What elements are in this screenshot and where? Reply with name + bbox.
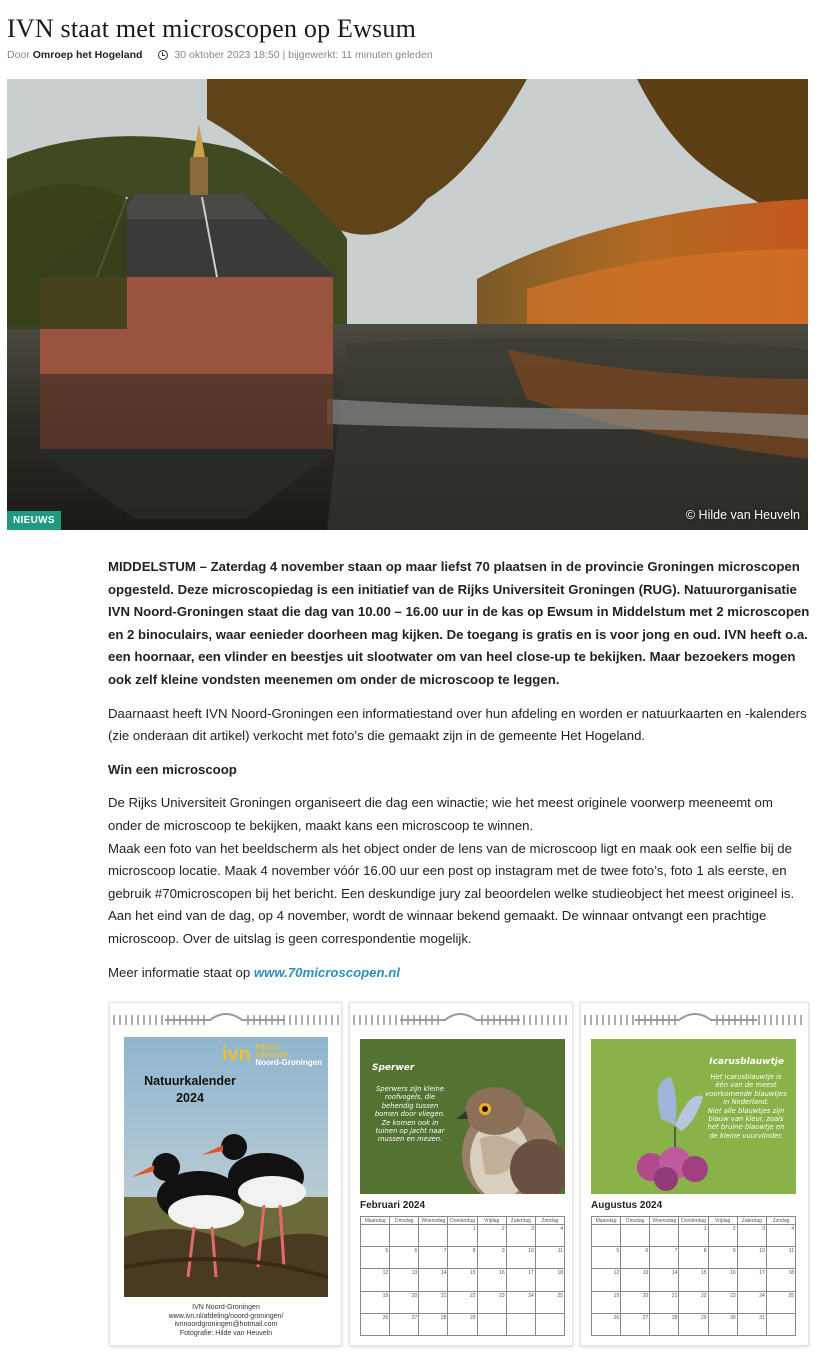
day-cell: 11 — [766, 1247, 795, 1269]
cover-footer-line: ivnnoordgroningen@hotmail.com — [174, 1321, 278, 1328]
day-cell: 7 — [650, 1247, 679, 1269]
calendar-february-page — [349, 1002, 573, 1346]
day-cell: 24 — [506, 1291, 535, 1313]
oystercatcher-photo — [124, 1037, 328, 1297]
day-cell — [621, 1225, 650, 1247]
day-cell: 18 — [766, 1269, 795, 1291]
weekday-header: Vrijdag — [708, 1217, 737, 1225]
cover-footer-line: www.ivn.nl/afdeling/noord-groningen/ — [168, 1312, 284, 1320]
weekday-header: Vrijdag — [477, 1217, 506, 1225]
article-title: IVN staat met microscopen op Ewsum — [7, 14, 416, 43]
day-cell — [592, 1225, 621, 1247]
article-body — [108, 556, 810, 995]
caption-line: Niet alle blauwtjes zijn — [707, 1106, 785, 1115]
day-cell: 28 — [419, 1313, 448, 1335]
day-cell: 9 — [477, 1247, 506, 1269]
day-cell: 10 — [737, 1247, 766, 1269]
calendar-images — [109, 1002, 809, 1358]
calendar-cover-title — [142, 1073, 238, 1107]
day-cell: 9 — [708, 1247, 737, 1269]
cover-footer-line: Fotografie: Hilde van Heuveln — [179, 1329, 273, 1337]
day-cell: 3 — [737, 1225, 766, 1247]
weekday-header: Dinsdag — [621, 1217, 650, 1225]
day-cell: 14 — [419, 1269, 448, 1291]
cover-title-year: 2024 — [176, 1091, 204, 1105]
caption-line: tuinen op jacht naar — [375, 1127, 445, 1136]
weekday-header: Maandag — [361, 1217, 390, 1225]
calendar-august-page — [580, 1002, 809, 1346]
day-cell: 16 — [477, 1269, 506, 1291]
spiral-binding-icon — [581, 1011, 810, 1029]
day-cell: 18 — [535, 1269, 564, 1291]
month-title: Februari 2024 — [360, 1200, 426, 1211]
caption-line: het bruine blauwtje en — [707, 1123, 785, 1132]
month-grid — [591, 1216, 796, 1336]
bird-title: Sperwer — [372, 1063, 415, 1073]
caption-line: behendig tussen — [381, 1101, 439, 1110]
article-datetime: 30 oktober 2023 18:50 | bijgewerkt: 11 minuten geleden — [174, 49, 433, 61]
calendar-cover-page — [109, 1002, 342, 1346]
day-cell: 29 — [448, 1313, 477, 1335]
weekday-header: Zaterdag — [506, 1217, 535, 1225]
day-cell: 20 — [621, 1291, 650, 1313]
day-cell: 5 — [592, 1247, 621, 1269]
caption-line: Het icarusblauwtje is — [710, 1073, 782, 1081]
day-cell: 15 — [679, 1269, 708, 1291]
day-cell: 4 — [535, 1225, 564, 1247]
day-cell: 26 — [361, 1313, 390, 1335]
caption-line: voorkomende blauwtjes — [705, 1089, 787, 1098]
day-cell: 1 — [679, 1225, 708, 1247]
article-meta — [7, 49, 433, 61]
day-cell: 25 — [766, 1291, 795, 1313]
day-cell: 12 — [361, 1269, 390, 1291]
day-cell: 27 — [621, 1313, 650, 1335]
day-cell: 14 — [650, 1269, 679, 1291]
cover-title-line: Natuurkalender — [144, 1074, 236, 1088]
more-info-link[interactable]: www.70microscopen.nl — [253, 964, 400, 980]
day-cell: 21 — [650, 1291, 679, 1313]
caption-line: Sperwers zijn kleine — [375, 1085, 445, 1093]
day-cell: 4 — [766, 1225, 795, 1247]
article-paragraph: De Rijks Universiteit Groningen organiseert die dag een winactie; wie het meest originele voorwerp meeneemt om onder de microscoop te bekijken, maakt kans een microscoop te winnen. — [108, 795, 773, 833]
weekday-header: Donderdag — [448, 1217, 477, 1225]
spiral-binding-icon — [350, 1011, 574, 1029]
weekday-header: Dinsdag — [390, 1217, 419, 1225]
caption-line: blauw van kleur, zoals — [708, 1115, 784, 1124]
category-badge[interactable]: NIEUWS — [7, 511, 61, 530]
bird-caption — [364, 1085, 456, 1144]
calendar-cover-footer — [124, 1304, 328, 1338]
day-cell — [419, 1225, 448, 1247]
ivn-logo-line: natuur — [255, 1042, 281, 1051]
ivn-logo — [222, 1043, 322, 1067]
day-cell: 26 — [592, 1313, 621, 1335]
day-cell: 6 — [621, 1247, 650, 1269]
bird-title: Icarusblauwtje — [709, 1057, 784, 1067]
day-cell: 19 — [361, 1291, 390, 1313]
day-cell: 1 — [448, 1225, 477, 1247]
day-cell — [361, 1225, 390, 1247]
weekday-header: Zaterdag — [737, 1217, 766, 1225]
weekday-header: Donderdag — [679, 1217, 708, 1225]
by-label: Door — [7, 49, 30, 61]
day-cell: 21 — [419, 1291, 448, 1313]
day-cell: 31 — [737, 1313, 766, 1335]
spiral-binding-icon — [110, 1011, 343, 1029]
day-cell: 2 — [477, 1225, 506, 1247]
day-cell: 27 — [390, 1313, 419, 1335]
day-cell: 20 — [390, 1291, 419, 1313]
day-cell: 15 — [448, 1269, 477, 1291]
article-paragraph: Maak een foto van het beeldscherm als het object onder de lens van de microscoop ligt en maak ook een selfie bij de microscoop locatie. Maak 4 november vóór 16.00 uur een post op instagram met de twee foto’s, foto 1 als eerste, en gebruik #70microscopen bij het bericht. Een deskundige jury zal beoordelen welke studieobject het meest origineel is. Aan het eind van de dag, op 4 november, wordt de winnaar bekend gemaakt. De winnaar ontvangt een prachtige microscoop. Over de uitslag is geen correspondentie mogelijk. — [108, 840, 795, 946]
day-cell — [390, 1225, 419, 1247]
day-cell: 22 — [448, 1291, 477, 1313]
hero-photo — [7, 79, 808, 530]
hero-image — [7, 79, 808, 530]
ivn-logo-line: educatie — [255, 1050, 288, 1059]
weekday-header: Maandag — [592, 1217, 621, 1225]
bird-caption — [700, 1073, 792, 1140]
day-cell — [506, 1313, 535, 1335]
day-cell: 2 — [708, 1225, 737, 1247]
article-paragraph: Daarnaast heeft IVN Noord-Groningen een informatiestand over hun afdeling en worden er natuurkaarten en -kalenders (zie onderaan dit artikel) verkocht met foto’s die gemaakt zijn in de gemeente Het Hogeland. — [108, 705, 807, 744]
ivn-logo-line: Noord-Groningen — [255, 1058, 322, 1067]
caption-line: de kleine vuurvlinder. — [709, 1131, 783, 1140]
caption-line: Ze komen ook in — [381, 1118, 439, 1127]
day-cell: 16 — [708, 1269, 737, 1291]
author-link[interactable]: Omroep het Hogeland — [32, 49, 143, 61]
day-cell: 24 — [737, 1291, 766, 1313]
day-cell: 13 — [621, 1269, 650, 1291]
weekday-header: Zondag — [766, 1217, 795, 1225]
day-cell: 8 — [448, 1247, 477, 1269]
more-info — [108, 962, 810, 985]
caption-line: bomen door vliegen. — [374, 1110, 446, 1119]
day-cell: 22 — [679, 1291, 708, 1313]
day-cell: 7 — [419, 1247, 448, 1269]
article-subhead: Win een microscoop — [108, 761, 237, 777]
day-cell: 23 — [708, 1291, 737, 1313]
sparrowhawk-photo — [360, 1039, 565, 1194]
day-cell: 3 — [506, 1225, 535, 1247]
day-cell: 12 — [592, 1269, 621, 1291]
weekday-header: Zondag — [535, 1217, 564, 1225]
day-cell: 5 — [361, 1247, 390, 1269]
day-cell: 10 — [506, 1247, 535, 1269]
article-lead: MIDDELSTUM – Zaterdag 4 november staan op maar liefst 70 plaatsen in de provincie Groningen microscopen opgesteld. Deze microscopiedag is een initiatief van de Rijks Universiteit Groningen (RUG). Natuurorganisatie IVN Noord-Groningen staat die dag van 10.00 – 16.00 uur in de kas op Ewsum in Middelstum met 2 microscopen en 2 binoculairs, waar eenieder doorheen mag kijken. De toegang is gratis en is voor jong en oud. IVN heeft o.a. een hoornaar, een vlinder en beestjes uit slootwater om van heel close-up te bekijken. Maar bezoekers mogen ook zelf kleine vondsten meenemen om onder de microscoop te leggen. — [108, 559, 810, 687]
caption-line: mussen en mezen. — [377, 1135, 443, 1144]
weekday-header: Woensdag — [650, 1217, 679, 1225]
blue-butterfly-photo — [591, 1039, 796, 1194]
day-cell: 25 — [535, 1291, 564, 1313]
ivn-logo-mark: ivn — [221, 1043, 251, 1066]
caption-line: één van de meest — [715, 1081, 777, 1090]
day-cell — [766, 1313, 795, 1335]
caption-line: in Nederland. — [723, 1098, 769, 1107]
day-cell: 17 — [506, 1269, 535, 1291]
month-title: Augustus 2024 — [591, 1200, 663, 1211]
day-cell: 11 — [535, 1247, 564, 1269]
month-grid — [360, 1216, 565, 1336]
photo-credit: © Hilde van Heuveln — [685, 508, 800, 522]
more-info-prefix: Meer informatie staat op — [108, 964, 254, 980]
day-cell: 29 — [679, 1313, 708, 1335]
day-cell: 8 — [679, 1247, 708, 1269]
day-cell — [650, 1225, 679, 1247]
day-cell: 6 — [390, 1247, 419, 1269]
clock-icon — [158, 50, 168, 60]
caption-line: roofvogels, die — [384, 1093, 436, 1102]
weekday-header: Woensdag — [419, 1217, 448, 1225]
day-cell: 19 — [592, 1291, 621, 1313]
day-cell — [477, 1313, 506, 1335]
day-cell — [535, 1313, 564, 1335]
day-cell: 30 — [708, 1313, 737, 1335]
day-cell: 13 — [390, 1269, 419, 1291]
day-cell: 28 — [650, 1313, 679, 1335]
day-cell: 23 — [477, 1291, 506, 1313]
day-cell: 17 — [737, 1269, 766, 1291]
cover-footer-line: IVN Noord-Groningen — [192, 1304, 260, 1311]
